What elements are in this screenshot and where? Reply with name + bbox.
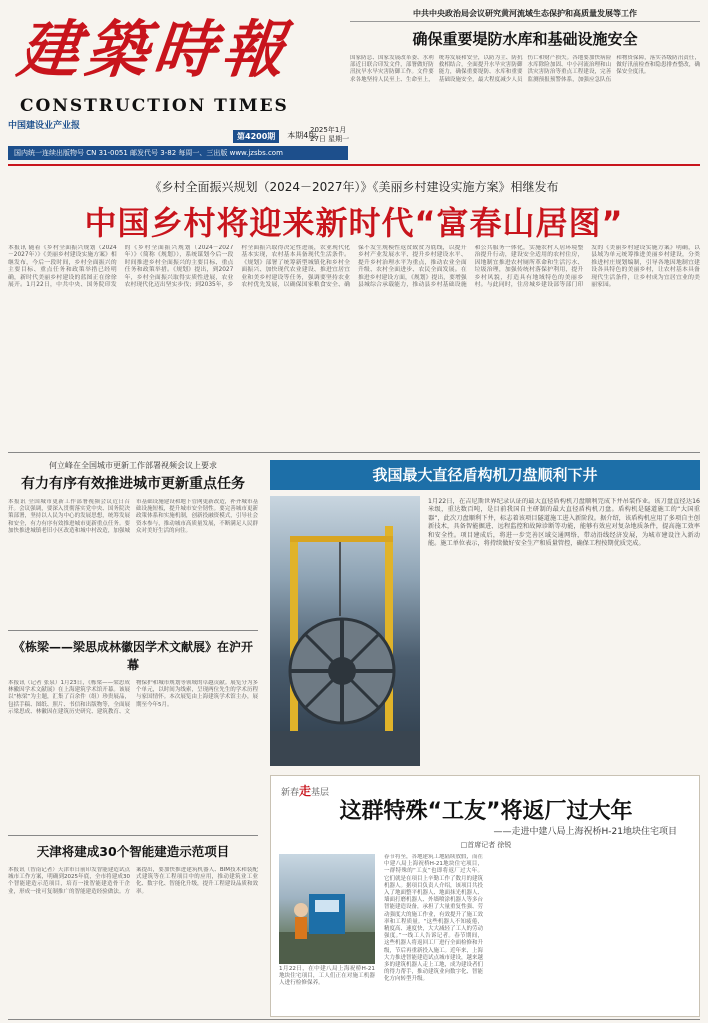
story-workers bbox=[270, 775, 700, 1017]
kicker-highlight: 走 bbox=[299, 784, 312, 798]
lead-headline: 中国乡村将迎来新时代“富春山居图” bbox=[84, 204, 624, 242]
info-bar: 国内统一连续出版物号 CN 31-0051 邮发代号 3-82 每周一、三出版 www.jzsbs.com bbox=[8, 146, 348, 160]
worker-robot-illustration bbox=[279, 854, 375, 964]
exhibition-headline: 《栋梁——梁思成林徽因学术文献展》在沪开幕 bbox=[12, 640, 253, 672]
urban-kicker: 何立峰在全国城市更新工作部署视频会议上要求 bbox=[49, 461, 217, 470]
top-right-kicker: 中共中央政治局会议研究黄河流域生态保护和高质量发展等工作 bbox=[350, 8, 700, 22]
tbm-photo bbox=[270, 496, 420, 766]
top-right-story bbox=[350, 8, 700, 145]
footer-rule bbox=[8, 1019, 700, 1020]
story-exhibition bbox=[8, 638, 258, 823]
issue-info bbox=[233, 130, 316, 143]
logo-english: CONSTRUCTION TIMES bbox=[20, 96, 289, 116]
kicker-prefix: 新春 bbox=[281, 788, 300, 798]
issue-number: 第4200期 bbox=[233, 130, 279, 143]
issue-date: 2025年1月27日 星期一 bbox=[310, 126, 350, 143]
top-right-title: 确保重要堤防水库和基础设施安全 bbox=[412, 30, 638, 48]
logo-char-1: 建 bbox=[14, 13, 84, 86]
story-tianjin bbox=[8, 843, 258, 1015]
exhibition-text: 本报讯（记者 张泉）1月23日，《栋梁——梁思成林徽因学术文献展》在上海建筑学术馆开幕。该展以“栋梁”为主题，汇集了百余件（组）珍贵展品，包括手稿、图纸、照片、书信和出版物等，全面展示梁思成、林徽因在建筑历史研究、建筑教育、文物保护和城市规划等领域的卓越贡献。展览分为多个单元，以时间为线索，呈现两位先生的学术历程与家国情怀。本次展览由上海建筑学术馆主办，展期至今年5月。 bbox=[8, 680, 258, 715]
left-divider-2 bbox=[8, 835, 258, 836]
page-count: 本期4版 bbox=[287, 131, 317, 140]
workers-subtitle: ——走进中建八局上海祝桥H-21地块住宅项目 bbox=[493, 827, 677, 837]
logo-char-2: 築 bbox=[82, 13, 152, 86]
tbm-cutterhead-illustration bbox=[270, 496, 420, 766]
publisher-name: 中国建设业产业报 bbox=[8, 121, 81, 131]
logo bbox=[8, 6, 348, 126]
workers-photo bbox=[279, 854, 375, 964]
lead-text: 本报讯 随着《乡村全面振兴规划（2024－2027年）》《美丽乡村建设实施方案》相继发布，今后一段时间，乡村全面振兴的主要目标、重点任务和政策举措已经明确，新时代美丽乡村建设的蓝图正在徐徐展开。1月22日，中共中央、国务院印发的《乡村全面振兴规划（2024－2027年）》（简称《规划》），系统谋划今后一段时间推进乡村全面振兴的主要目标、重点任务和政策举措。《规划》提出，到2027年，乡村全面振兴取得实质性进展，农业农村现代化迈出坚实步伐；到2035年，乡村全面振兴取得决定性进展，农业现代化基本实现，农村基本具备现代生活条件。《规划》部署了统筹新型城镇化和乡村全面振兴、加快现代农业建设、推进宜居宜业和美乡村建设等任务，强调要坚持农业农村优先发展，以确保国家粮食安全、确保不发生规模性返贫致贫为底线，以提升乡村产业发展水平、提升乡村建设水平、提升乡村治理水平为重点，推动农业全面升级、农村全面进步、农民全面发展。在推进乡村建设方面，《规划》提出，要增强县城综合承载能力，推动县乡村基础设施和公共服务一体化，实施农村人居环境整治提升行动，建设安全适用的农村住房，因地制宜推进农村厕所革命和生活污水、垃圾治理，加强传统村落保护利用，提升乡村风貌，打造具有地域特色的美丽乡村。与此同时，住房城乡建设部等部门印发的《美丽乡村建设实施方案》明确，以县域为单元统筹推进美丽乡村建设，分类推进村庄规划编制，引导各地因地制宜建设各具特色的美丽乡村，让农村基本具备现代生活条件，让乡村成为宜居宜业的美丽家园。 bbox=[8, 245, 700, 289]
tbm-body bbox=[428, 498, 700, 760]
story-urban-renewal bbox=[8, 460, 258, 625]
workers-caption bbox=[279, 966, 375, 987]
masthead-rule bbox=[8, 164, 700, 166]
urban-text: 本报讯 全国城市更新工作部署视频会议近日召开。会议强调，要深入贯彻落实党中央、国务院决策部署，坚持以人民为中心的发展思想，统筹发展和安全，有力有序有效推进城市更新重点任务。要加快推进城镇老旧小区改造和城中村改造，加强城市基础设施建设和地下管网更新改造，补齐城市基础设施短板，提升城市安全韧性。要完善城市更新政策体系和实施机制，创新投融资模式，引导社会资本参与，推动城市高质量发展，不断满足人民群众对美好生活的向往。 bbox=[8, 499, 258, 534]
tbm-headline: 我国最大直径盾构机刀盘顺利下井 bbox=[270, 460, 700, 490]
workers-caption-text: 1月22日，在中建八局上海祝桥H-21地块住宅项目，工人们正在对施工机器人进行检修保养。 bbox=[279, 966, 375, 986]
urban-body bbox=[8, 499, 258, 619]
exhibition-body bbox=[8, 680, 258, 835]
tianjin-text: 本报讯（智南记者）天津市日前印发智能建造试点城市工作方案，明确到2025年底，全市将建成30个智能建造示范项目，培育一批智能建造骨干企业，形成一批可复制推广的智能建造经验做法。方案提出，要加快推进建筑机器人、BIM技术和装配式建筑等在工程项目中的应用，推动建筑业工业化、数字化、智能化升级，提升工程建设品质和效率。 bbox=[8, 867, 258, 895]
logo-char-3: 時 bbox=[150, 13, 220, 86]
logo-char-4: 報 bbox=[218, 13, 288, 86]
section-divider bbox=[8, 452, 700, 453]
lead-body bbox=[8, 245, 700, 445]
workers-byline: □首席记者 徐锐 bbox=[460, 841, 512, 849]
tbm-text: 1月22日，在吉尼斯世界纪录认证的最大直径盾构机刀盘顺利完成下井吊装作业。该刀盘直径达16米级，重达数百吨，是目前我国自主研制的最大直径盾构机刀盘。盾构机是隧道施工的“大国重器”，此次刀盘顺利下井，标志着该项目隧道施工进入新阶段。据介绍，该盾构机应用了多项自主创新技术，具备智能掘进、远程监控和故障诊断等功能，能够有效应对复杂地质条件，提高施工效率和安全性。项目建成后，将进一步完善区域交通网络，带动沿线经济发展，为城市建设注入新动能。施工单位表示，将持续做好安全生产和质量管控，确保工程按期优质完成。 bbox=[428, 498, 700, 548]
tianjin-body bbox=[8, 867, 258, 1012]
top-right-body bbox=[350, 55, 700, 145]
top-right-text: 国家防总、国家发展改革委、水利部近日联合印发文件，部署做好防汛抗旱水旱灾害防御工作。文件要求各地坚持人民至上、生命至上，统筹发展和安全，以防为主、防抗救相结合，全面提升水旱灾害防御能力，确保重要堤防、水库和重要基础设施安全，最大程度减少人员伤亡和财产损失。各地要加快病险水库除险加固、中小河流治理和山洪灾害防治等重点工程建设，完善监测预报预警体系，加强应急队伍和物资保障，落实各级防汛责任，做好汛前检查和隐患排查整改，确保安全度汛。 bbox=[350, 55, 700, 83]
workers-headline: 这群特殊“工友”将返厂过大年 bbox=[339, 799, 633, 824]
workers-text: 春节将至，各地建筑工地陆续放假，而在中建八局上海祝桥H-21地块住宅项目，一群特殊的“工友”也即将返厂过大年。它们就是在项目上辛勤工作了数月的建筑机器人。据项目负责人介绍，该项目共投入了地面整平机器人、地面抹光机器人、墙面打磨机器人、外墙喷涂机器人等多台智能建造设备，承担了大量重复性强、劳动强度大的施工作业，有效提升了施工效率和工程质量。“这些机器人不知疲倦，精度高、速度快，大大减轻了工人的劳动强度。”一线工人告诉记者。春节期间，这些机器人将返回工厂进行全面检修和升级，节后再重新投入施工。近年来，上海大力推进智能建造试点城市建设，越来越多的建筑机器人走上工地，成为建设者们的得力帮手，推动建筑业向数字化、智能化方向转型升级。 bbox=[384, 854, 484, 983]
tianjin-headline: 天津将建成30个智能建造示范项目 bbox=[36, 844, 230, 859]
kicker-suffix: 基层 bbox=[311, 788, 330, 798]
left-divider-1 bbox=[8, 630, 258, 631]
lead-kicker: 《乡村全面振兴规划（2024－2027年）》《美丽乡村建设实施方案》相继发布 bbox=[149, 180, 559, 194]
urban-headline: 有力有序有效推进城市更新重点任务 bbox=[21, 476, 245, 492]
